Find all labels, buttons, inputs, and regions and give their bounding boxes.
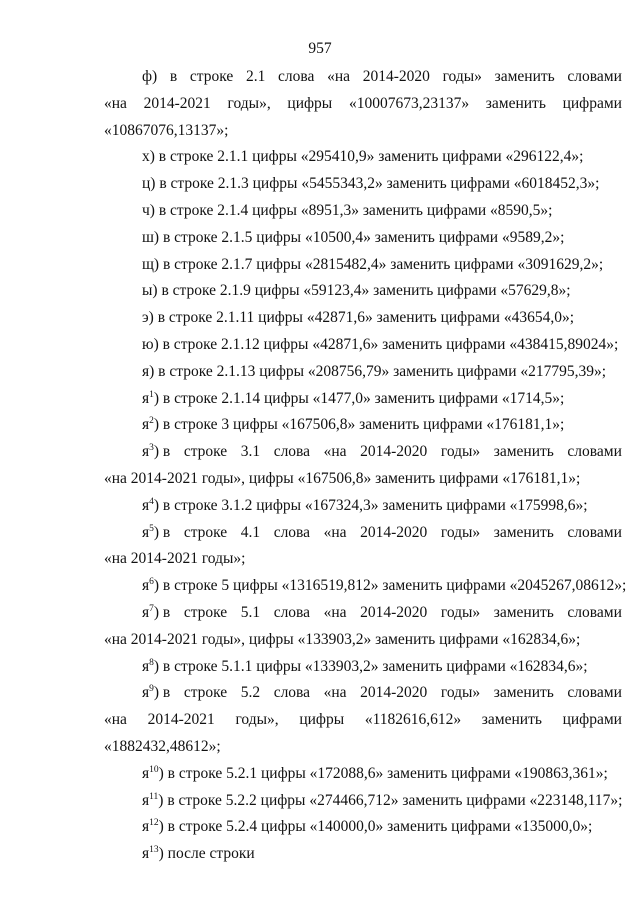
word: годы»: [440, 443, 481, 461]
word: заменить: [493, 443, 554, 461]
word: словами: [567, 68, 622, 85]
word: заменить: [481, 711, 542, 729]
word: 2014-2021: [143, 94, 211, 112]
item-line: [104, 64, 622, 91]
word: словами: [567, 443, 622, 461]
amendment-item-ya9: [104, 680, 622, 760]
word: заменить: [494, 68, 555, 85]
item-line: [104, 332, 622, 359]
item-superscript: 4: [149, 496, 154, 507]
item-text: ) в строке 3 цифры «167506,8» заменить цифрами «176181,1»;: [153, 416, 565, 434]
word: 2014-2021: [147, 711, 215, 729]
word: 2014-2020: [360, 523, 428, 541]
word: «на: [323, 684, 347, 702]
item-superscript: 13: [149, 845, 159, 856]
amendment-item-f: [104, 64, 622, 144]
amendment-item-y: [104, 278, 622, 305]
item-superscript: 1: [149, 389, 154, 400]
word: «на: [323, 443, 347, 461]
item-line: [104, 225, 622, 252]
item-text: ц) в строке 2.1.3 цифры «5455343,2» заменить цифрами «6018452,3»;: [142, 175, 600, 193]
item-text: э) в строке 2.1.11 цифры «42871,6» заменить цифрами «43654,0»;: [142, 309, 575, 327]
item-text: ) в строке 2.1.14 цифры «1477,0» заменить цифрами «1714,5»;: [153, 389, 565, 407]
amendment-item-ya7: [104, 600, 622, 654]
amendment-item-ya3: [104, 439, 622, 493]
word: $я^7$) в: [142, 603, 171, 621]
amendment-item-ya10: [104, 761, 622, 788]
amendment-item-ya4: [104, 493, 622, 520]
item-line: [104, 814, 622, 841]
item-superscript: 9: [149, 684, 154, 695]
word: годы»,: [235, 711, 279, 729]
item-letter: я: [142, 577, 150, 595]
item-superscript: 7: [149, 603, 154, 614]
item-line: «на 2014-2021 годы», цифры «167506,8» заменить цифрами «176181,1»;: [104, 469, 581, 487]
amendment-list: [104, 64, 627, 868]
word: годы»,: [227, 94, 271, 112]
amendment-item-ts: [104, 171, 622, 198]
item-superscript: 6: [149, 577, 154, 588]
item-letter: я: [142, 818, 150, 836]
item-text: ) в строке 5 цифры «1316519,812» заменить цифрами «2045267,08612»;: [153, 577, 627, 595]
word: слова: [273, 603, 311, 621]
item-line: [104, 144, 622, 171]
item-line: «на 2014-2021 годы»;: [104, 550, 246, 568]
word: строке: [183, 523, 228, 541]
amendment-item-ya1: [104, 386, 622, 413]
item-line: «10867076,13137»;: [104, 121, 229, 139]
item-letter: я: [142, 684, 150, 702]
word: $я^9$) в: [142, 684, 171, 702]
item-line: [104, 386, 622, 413]
amendment-item-e: [104, 305, 622, 332]
item-text: ) в строке 5.2.2 цифры «274466,712» заменить цифрами «223148,117»;: [158, 791, 623, 809]
word: «10007673,23137»: [348, 94, 470, 112]
word: 2014-2020: [362, 68, 430, 85]
item-superscript: 10: [149, 764, 159, 775]
item-text: ю) в строке 2.1.12 цифры «42871,6» заменить цифрами «438415,89024»;: [142, 335, 619, 353]
item-text: ) в строке 5.1.1 цифры «133903,2» заменить цифрами «162834,6»;: [153, 657, 588, 675]
item-line: [104, 573, 627, 600]
item-line: [104, 841, 622, 868]
item-line: [104, 761, 622, 788]
word: «1182616,612»: [364, 711, 462, 729]
word: $я^5$) в: [142, 523, 171, 541]
word: словами: [567, 523, 622, 541]
item-line: «на 2014-2021 годы», цифры «133903,2» заменить цифрами «162834,6»;: [104, 630, 581, 648]
item-superscript: 2: [149, 416, 154, 427]
item-text: я) в строке 2.1.13 цифры «208756,79» заменить цифрами «217795,39»;: [142, 362, 607, 380]
word: слова: [278, 68, 315, 85]
item-line: [104, 520, 622, 547]
item-line: [104, 252, 622, 279]
item-line: [104, 493, 622, 520]
amendment-item-ya12: [104, 814, 622, 841]
word: строке: [189, 68, 234, 85]
word: годы»: [440, 523, 481, 541]
item-line: [104, 171, 622, 198]
word: 2014-2020: [360, 603, 428, 621]
item-line: [104, 654, 622, 681]
amendment-item-ch: [104, 198, 622, 225]
amendment-item-ya11: [104, 788, 622, 815]
amendment-item-ya6: [104, 573, 627, 600]
word: заменить: [493, 684, 554, 702]
item-text: ) в строке 3.1.2 цифры «167324,3» заменить цифрами «175998,6»;: [153, 496, 588, 514]
item-text: ) в строке 5.2.4 цифры «140000,0» заменить цифрами «135000,0»;: [158, 818, 593, 836]
amendment-item-ya8: [104, 654, 622, 681]
word: строке: [183, 603, 228, 621]
item-letter: я: [142, 496, 150, 514]
word: заменить: [485, 94, 546, 112]
word: «на: [323, 603, 347, 621]
word: годы»: [440, 603, 481, 621]
item-letter: я: [142, 389, 150, 407]
word: цифрами: [562, 711, 622, 729]
word: строке: [183, 443, 228, 461]
item-letter: я: [142, 657, 150, 675]
word: «на: [327, 68, 351, 85]
item-text: ч) в строке 2.1.4 цифры «8951,3» заменить цифрами «8590,5»;: [142, 201, 553, 219]
word: в: [169, 68, 178, 85]
word: слова: [273, 523, 311, 541]
amendment-item-ya: [104, 359, 622, 386]
item-line: [104, 600, 622, 627]
amendment-item-h: [104, 144, 622, 171]
word: цифры: [299, 711, 345, 729]
amendment-item-ya5: [104, 520, 622, 574]
word: заменить: [493, 523, 554, 541]
item-text: щ) в строке 2.1.7 цифры «2815482,4» заменить цифрами «3091629,2»;: [142, 255, 604, 273]
amendment-item-sh: [104, 225, 622, 252]
item-line: [104, 680, 622, 707]
amendment-item-sch: [104, 252, 622, 279]
amendment-item-ya13: [104, 841, 622, 868]
word: ф): [142, 68, 158, 85]
word: слова: [273, 684, 311, 702]
item-letter: я: [142, 603, 150, 621]
item-line: «1882432,48612»;: [104, 737, 221, 755]
word: «на: [104, 711, 127, 729]
item-line: [104, 198, 622, 225]
item-letter: я: [142, 764, 150, 782]
item-letter: я: [142, 523, 150, 541]
word: слова: [273, 443, 311, 461]
item-superscript: 12: [149, 818, 159, 829]
word: $я^3$) в: [142, 443, 171, 461]
word: 2014-2020: [360, 443, 428, 461]
item-line: [104, 439, 622, 466]
word: 5.1: [240, 603, 261, 621]
word: годы»: [440, 684, 481, 702]
word: 5.2: [240, 684, 261, 702]
item-letter: я: [142, 416, 150, 434]
item-line: [104, 305, 622, 332]
item-line: [104, 412, 622, 439]
item-text: х) в строке 2.1.1 цифры «295410,9» заменить цифрами «296122,4»;: [142, 148, 584, 166]
word: 2014-2020: [360, 684, 428, 702]
word: строке: [183, 684, 228, 702]
item-line: [104, 359, 622, 386]
item-text: ) после строки: [158, 845, 255, 863]
item-text: ы) в строке 2.1.9 цифры «59123,4» заменить цифрами «57629,8»;: [142, 282, 571, 300]
item-letter: я: [142, 443, 150, 461]
item-line: [104, 91, 622, 118]
word: словами: [567, 603, 622, 621]
page-number: 957: [308, 40, 332, 57]
item-line: [104, 278, 622, 305]
word: словами: [567, 684, 622, 702]
item-superscript: 3: [149, 443, 154, 454]
word: цифрами: [562, 94, 622, 112]
word: «на: [104, 94, 127, 112]
word: 3.1: [240, 443, 261, 461]
item-superscript: 5: [149, 523, 154, 534]
amendment-item-ya2: [104, 412, 622, 439]
word: «на: [323, 523, 347, 541]
item-text: ш) в строке 2.1.5 цифры «10500,4» заменить цифрами «9589,2»;: [142, 228, 565, 246]
item-letter: я: [142, 791, 150, 809]
amendment-item-yu: [104, 332, 622, 359]
item-line: [104, 707, 622, 734]
item-letter: я: [142, 845, 150, 863]
item-line: [104, 788, 622, 815]
item-text: ) в строке 5.2.1 цифры «172088,6» заменить цифрами «190863,361»;: [158, 764, 608, 782]
word: цифры: [287, 94, 333, 112]
item-superscript: 11: [149, 791, 159, 802]
item-superscript: 8: [149, 657, 154, 668]
word: заменить: [493, 603, 554, 621]
word: годы»: [442, 68, 482, 85]
word: 4.1: [240, 523, 261, 541]
word: 2.1: [245, 68, 266, 85]
